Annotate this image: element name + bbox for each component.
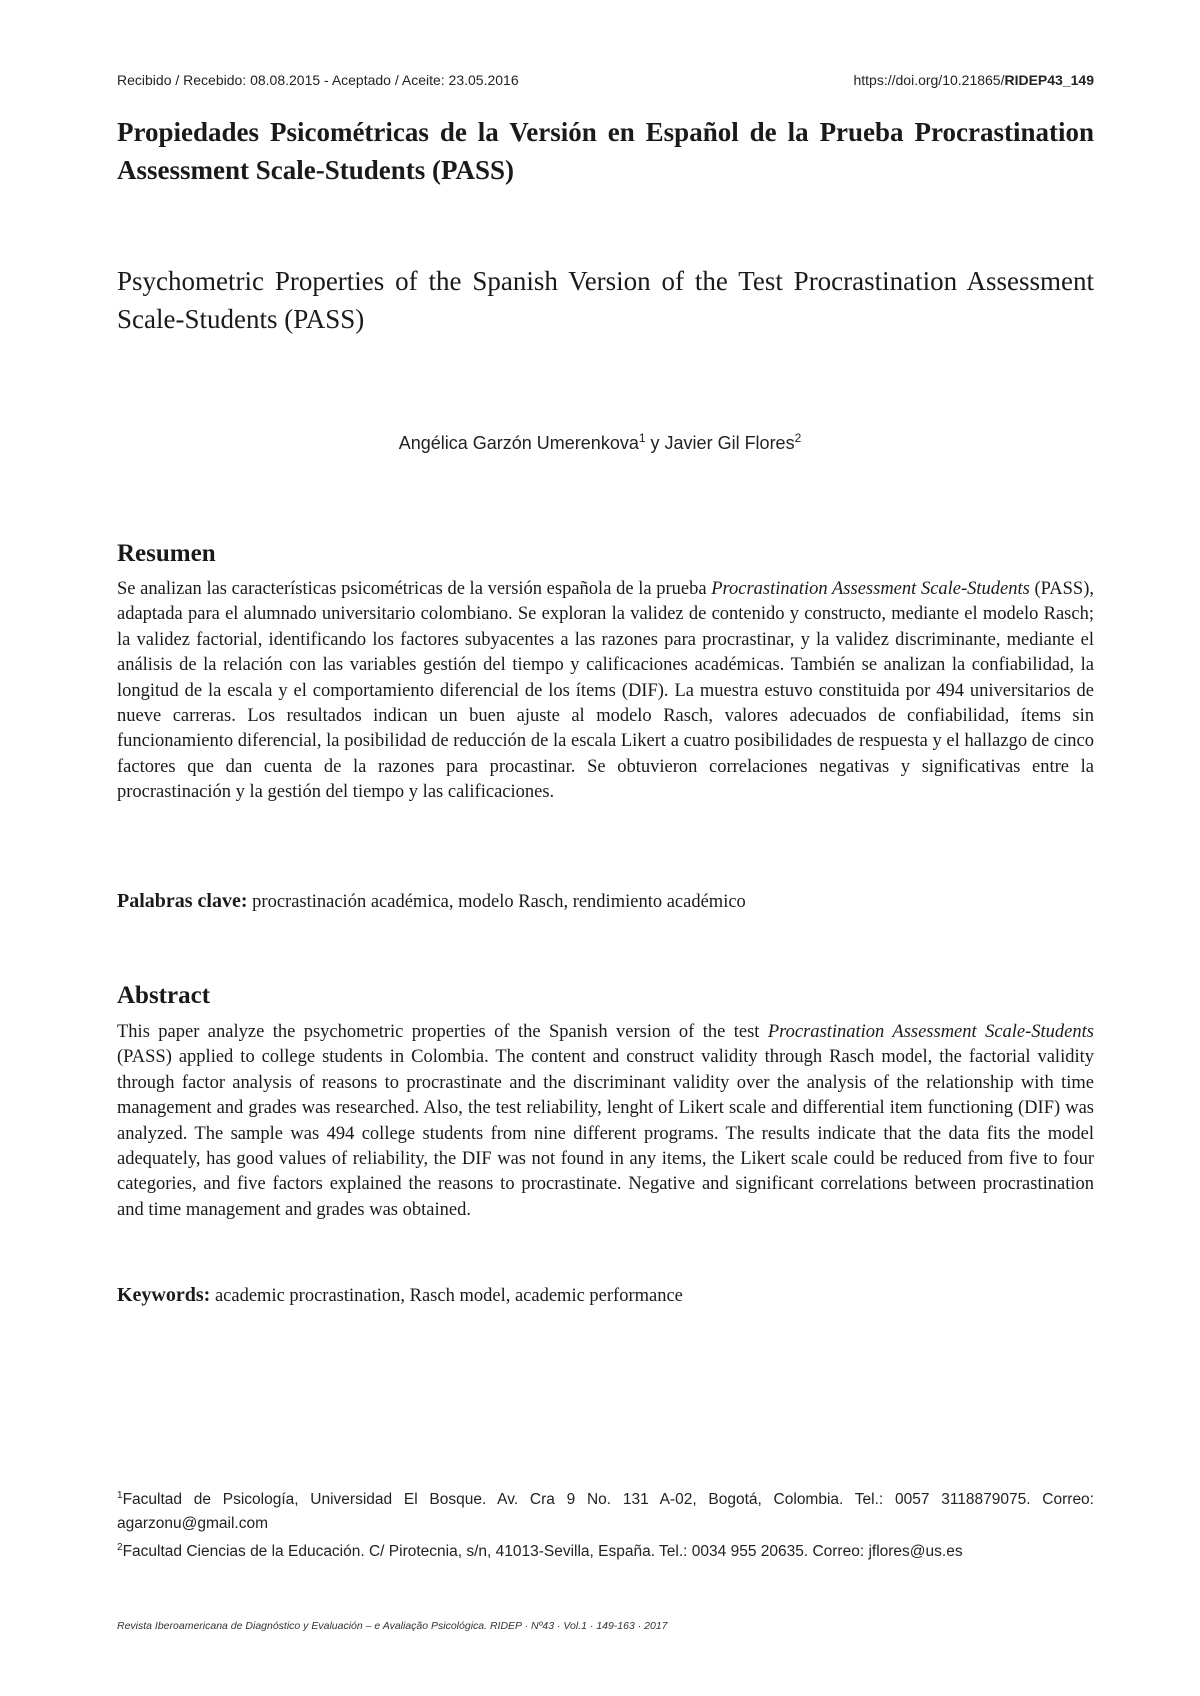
author-1-affiliation-mark: 1 (638, 431, 646, 445)
keywords-list: academic procrastination, Rasch model, academic performance (210, 1286, 683, 1306)
footnote-2-mark: 2 (117, 1542, 123, 1554)
abstract-test-name: Procrastination Assessment Scale-Students (767, 1022, 1094, 1042)
doi-code: RIDEP43_149 (1004, 72, 1094, 88)
footnote-1-text: Facultad de Psicología, Universidad El Bosque. Av. Cra 9 No. 131 A-02, Bogotá, Colombia. Tel.: 0057 3118879075. Correo: agarzonu@gmail.com (117, 1491, 1094, 1533)
resumen-paragraph (117, 577, 1094, 806)
footnotes (117, 1484, 1094, 1564)
abstract-lead: This paper analyze the psychometric properties of the Spanish version of the test (117, 1022, 768, 1042)
palabras-clave (117, 890, 1094, 913)
resumen-lead: Se analizan las características psicométricas de la versión española de la prueba (117, 579, 712, 599)
resumen-heading: Resumen (117, 540, 216, 567)
footnote-2-text: Facultad Ciencias de la Educación. C/ Pirotecnia, s/n, 41013-Sevilla, España. Tel.: 0034 955 20635. Correo: jflores@us.es (122, 1543, 963, 1561)
palabras-clave-label: Palabras clave: (117, 890, 248, 912)
resumen-test-name: Procrastination Assessment Scale-Students (711, 579, 1030, 599)
abstract-heading: Abstract (117, 982, 211, 1009)
keywords (117, 1284, 1094, 1307)
author-line (0, 431, 1200, 454)
footnote-1 (117, 1484, 1094, 1536)
author-joiner: y (645, 433, 665, 453)
footnote-1-mark: 1 (117, 1490, 123, 1501)
author-2: Javier Gil Flores (664, 433, 795, 453)
resumen-body: (PASS), adaptada para el alumnado universitario colombiano. Se exploran la validez de contenido y constructo, mediante el modelo Rasch; la validez factorial, identificando los factores subyacentes a las razones para procrastinar, y la validez discriminante, mediante el análisis de la relación con las variables gestión del tiempo y calificaciones académicas. También se analizan la confiabilidad, la longitud de la escala y el comportamiento diferencial de los ítems (DIF). La muestra estuvo constituida por 494 universitarios de nueve carreras. Los resultados indican un buen ajuste al modelo Rasch, valores adecuados de confiabilidad, ítems sin funcionamiento diferencial, la posibilidad de reducción de la escala Likert a cuatro posibilidades de respuesta y el hallazgo de cinco factores que dan cuenta de la razones para procastinar. Se obtuvieron correlaciones negativas y significativas entre la procrastinación y la gestión del tiempo y las calificaciones. (117, 579, 1094, 803)
author-1: Angélica Garzón Umerenkova (398, 433, 639, 453)
title-spanish: Propiedades Psicométricas de la Versión en Español de la Prueba Procrastination Assessment Scale-Students (PASS) (117, 117, 1094, 185)
palabras-clave-list: procrastinación académica, modelo Rasch, rendimiento académico (247, 892, 746, 912)
doi-link[interactable] (853, 72, 1094, 88)
author-2-affiliation-mark: 2 (794, 431, 802, 445)
footnote-2 (117, 1536, 1094, 1564)
keywords-label: Keywords: (117, 1284, 211, 1306)
title-english: Psychometric Properties of the Spanish Version of the Test Procrastination Assessment Scale-Students (PASS) (117, 266, 1094, 334)
journal-footer: Revista Iberoamericana de Diagnóstico y Evaluación – e Avaliação Psicológica. RIDEP · Nº43 · Vol.1 · 149-163 · 2017 (117, 1620, 668, 1632)
abstract-body: (PASS) applied to college students in Colombia. The content and construct validity through Rasch model, the factorial validity through factor analysis of reasons to procrastinate and the discriminant validity over the analysis of the relationship with time management and grades was researched. Also, the test reliability, lenght of Likert scale and differential item functioning (DIF) was analyzed. The sample was 494 college students from nine different programs. The results indicate that the data fits the model adequately, has good values of reliability, the DIF was not found in any items, the Likert scale could be reduced from five to four categories, and five factors explained the reasons to procrastinate. Negative and significant correlations between procrastination and time management and grades was obtained. (117, 1047, 1094, 1220)
doi-prefix: https://doi.org/10.21865/ (853, 72, 1005, 88)
abstract-paragraph (117, 1020, 1094, 1223)
received-dates: Recibido / Recebido: 08.08.2015 - Aceptado / Aceite: 23.05.2016 (117, 72, 519, 88)
